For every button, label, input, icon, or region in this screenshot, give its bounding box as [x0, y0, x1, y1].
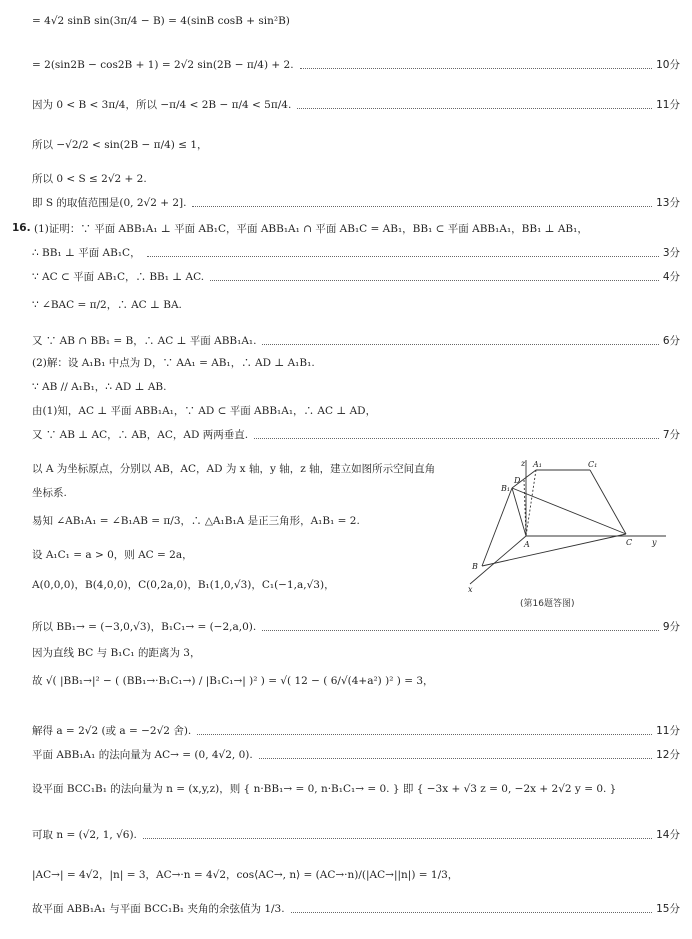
dot-leader — [143, 838, 652, 839]
edge-b1-c — [512, 488, 626, 534]
dot-leader — [210, 280, 659, 281]
solution-line — [32, 270, 680, 284]
solution-line-text: ∴ BB₁ ⊥ 平面 AB₁C， — [32, 247, 141, 259]
solution-line — [32, 196, 680, 210]
solution-line — [32, 298, 680, 312]
dot-leader — [291, 912, 653, 913]
solution-line-text: 解得 a = 2√2 (或 a = −2√2 舍). — [32, 725, 192, 737]
solution-line — [32, 620, 680, 634]
solution-line-text: 又 ∵ AB ⊥ AC，∴ AB，AC，AD 两两垂直. — [32, 429, 249, 441]
solution-line — [32, 724, 680, 738]
edge-b-c — [482, 534, 626, 566]
solution-line-text: 即 S 的取值范围是(0, 2√2 + 2]. — [32, 197, 187, 209]
score-points: 3分 — [662, 247, 680, 259]
score-points: 11分 — [656, 725, 680, 737]
solution-line-text: ∵ AC ⊂ 平面 AB₁C，∴ BB₁ ⊥ AC. — [32, 271, 205, 283]
dot-leader — [192, 206, 652, 207]
solution-line-text: 由(1)知，AC ⊥ 平面 ABB₁A₁，∵ AD ⊂ 平面 ABB₁A₁，∴ AC ⊥ AD， — [32, 405, 377, 417]
solution-line — [32, 828, 680, 842]
solution-line-text: ∵ ∠BAC = π/2，∴ AC ⊥ BA. — [32, 299, 182, 311]
solution-line-text: = 2(sin2B − cos2B + 1) = 2√2 sin(2B − π/4) + 2. — [32, 59, 294, 71]
edge-b1-a — [512, 488, 526, 536]
solution-line — [32, 14, 680, 28]
edge-b-b1 — [482, 488, 512, 566]
solution-line-text: (1)证明：∵ 平面 ABB₁A₁ ⊥ 平面 AB₁C，平面 ABB₁A₁ ∩ 平面 AB₁C = AB₁，BB₁ ⊂ 平面 ABB₁A₁，BB₁ ⊥ AB₁， — [34, 223, 588, 235]
label-a: A — [524, 540, 530, 549]
solution-line-text: 设 A₁C₁ = a > 0，则 AC = 2a， — [32, 549, 193, 561]
solution-line — [32, 58, 680, 72]
score-points: 4分 — [662, 271, 680, 283]
solution-line-text: 平面 ABB₁A₁ 的法向量为 AC→ = (0, 4√2, 0). — [32, 749, 253, 761]
dot-leader — [300, 68, 653, 69]
score-points: 14分 — [656, 829, 680, 841]
figure-3d-coordinate-diagram — [466, 458, 674, 608]
solution-line — [32, 902, 680, 916]
solution-line — [32, 674, 680, 688]
label-b1: B₁ — [501, 484, 511, 493]
dot-leader — [254, 438, 659, 439]
solution-line-text: 坐标系. — [32, 487, 67, 499]
score-points: 10分 — [656, 59, 680, 71]
solution-line-text: |AC→| = 4√2，|n| = 3，AC→·n = 4√2，cos⟨AC→, n⟩ = (AC→·n)/(|AC→||n|) = 1/3， — [32, 869, 459, 881]
solution-line-text: 因为直线 BC 与 B₁C₁ 的距离为 3， — [32, 647, 201, 659]
solution-line-text: 可取 n = (√2, 1, √6). — [32, 829, 137, 841]
solution-line — [32, 782, 680, 796]
solution-line-text: 又 ∵ AB ∩ BB₁ = B，∴ AC ⊥ 平面 ABB₁A₁. — [32, 335, 257, 347]
solution-line-text: 所以 BB₁→ = (−3,0,√3)，B₁C₁→ = (−2,a,0). — [32, 621, 257, 633]
label-c: C — [626, 538, 633, 547]
score-points: 9分 — [662, 621, 680, 633]
dot-leader — [197, 734, 652, 735]
solution-line — [32, 748, 680, 762]
dot-leader — [262, 630, 659, 631]
solution-line — [32, 98, 680, 112]
solution-line-text: 设平面 BCC₁B₁ 的法向量为 n = (x,y,z)，则 { n·BB₁→ = 0, n·B₁C₁→ = 0. } 即 { −3x + √3 z = 0, −2x + 2√2 y = 0. } — [32, 783, 617, 795]
score-points: 13分 — [656, 197, 680, 209]
x-axis-line — [470, 536, 526, 584]
solution-line — [32, 356, 680, 370]
solution-line — [32, 868, 680, 882]
solution-line — [32, 138, 680, 152]
solution-line-text: 所以 0 < S ≤ 2√2 + 2. — [32, 173, 147, 185]
solution-line-text: 所以 −√2/2 < sin(2B − π/4) ≤ 1， — [32, 139, 208, 151]
solution-line-text: 以 A 为坐标原点，分别以 AB，AC，AD 为 x 轴，y 轴，z 轴，建立如图所示空间直角 — [32, 463, 436, 475]
solution-line — [32, 172, 680, 186]
score-points: 12分 — [656, 749, 680, 761]
label-z: z — [521, 459, 526, 468]
label-x: x — [468, 585, 473, 594]
solution-line-text: 故 √( |BB₁→|² − ( (BB₁→·B₁C₁→) / |B₁C₁→| )² ) = √( 12 − ( 6/√(4+a²) )² ) = 3， — [32, 675, 434, 687]
solution-line — [32, 380, 680, 394]
score-points: 7分 — [662, 429, 680, 441]
score-points: 15分 — [656, 903, 680, 915]
figure-caption: (第16题答图) — [520, 599, 575, 609]
dot-leader — [297, 108, 652, 109]
solution-line — [32, 404, 680, 418]
edge-c1-c — [590, 470, 626, 534]
label-y: y — [652, 538, 657, 547]
solution-line-text: A(0,0,0)，B(4,0,0)，C(0,2a,0)，B₁(1,0,√3)，C₁(−1,a,√3)， — [32, 579, 335, 591]
solution-line — [32, 334, 680, 348]
solution-line — [32, 646, 680, 660]
label-b: B — [472, 562, 478, 571]
solution-line-text: 故平面 ABB₁A₁ 与平面 BCC₁B₁ 夹角的余弦值为 1/3. — [32, 903, 285, 915]
solution-line-text: = 4√2 sinB sin(3π/4 − B) = 4(sinB cosB + sin²B) — [32, 15, 290, 27]
score-points: 6分 — [662, 335, 680, 347]
problem-number: 16. — [12, 222, 31, 234]
solution-line-text: 因为 0 < B < 3π/4，所以 −π/4 < 2B − π/4 < 5π/4. — [32, 99, 292, 111]
score-points: 11分 — [656, 99, 680, 111]
edge-a1-a — [526, 470, 536, 536]
solution-line — [32, 246, 680, 260]
dot-leader — [259, 758, 652, 759]
solution-line — [32, 428, 680, 442]
solution-line — [34, 222, 680, 236]
label-a1: A₁ — [533, 460, 542, 469]
dot-leader — [147, 256, 659, 257]
solution-line-text: (2)解：设 A₁B₁ 中点为 D，∵ AA₁ = AB₁，∴ AD ⊥ A₁B₁. — [32, 357, 315, 369]
solution-line-text: 易知 ∠AB₁A₁ = ∠B₁AB = π/3，∴ △A₁B₁A 是正三角形，A₁B₁ = 2. — [32, 515, 360, 527]
solution-line-text: ∵ AB // A₁B₁，∴ AD ⊥ AB. — [32, 381, 167, 393]
label-c1: C₁ — [588, 460, 598, 469]
label-d: D — [514, 476, 521, 485]
dot-leader — [262, 344, 658, 345]
